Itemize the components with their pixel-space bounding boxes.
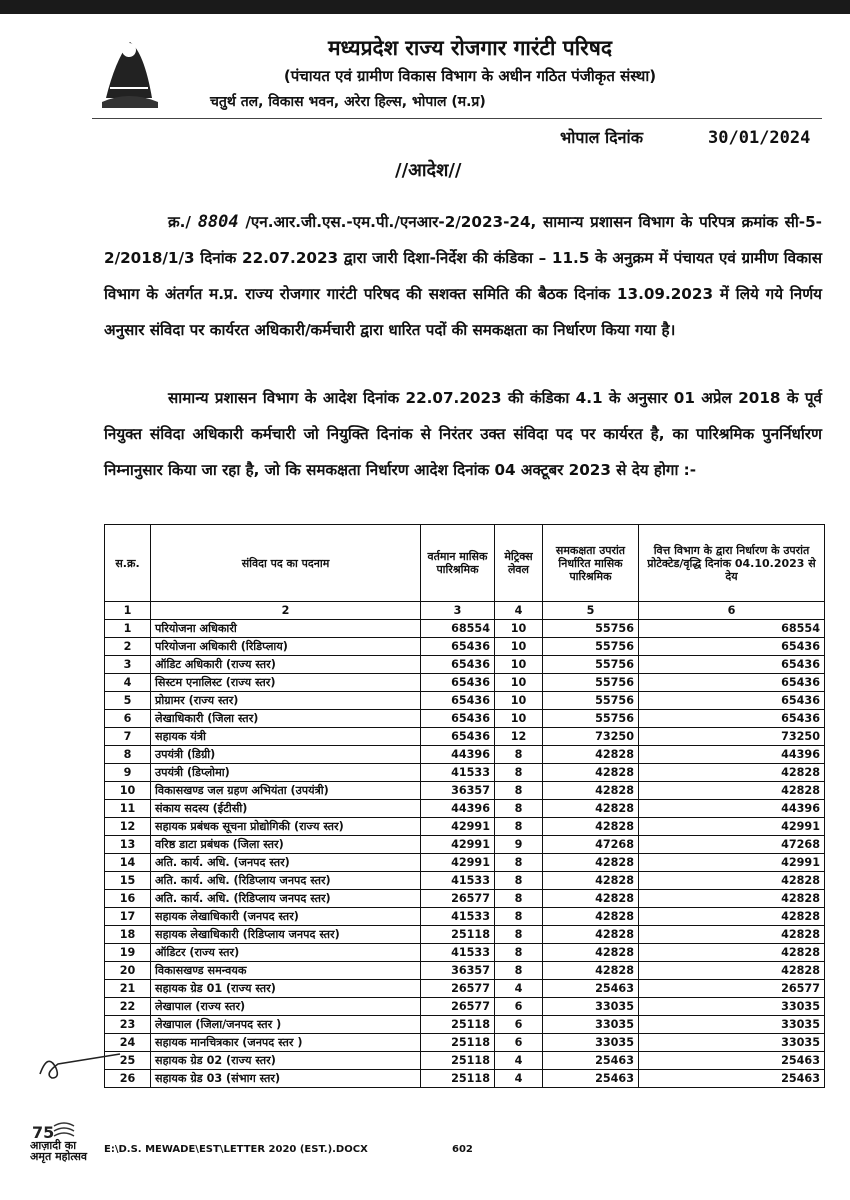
cell-level: 10 xyxy=(495,638,543,656)
column-number: 4 xyxy=(495,602,543,620)
cell-level: 8 xyxy=(495,800,543,818)
cell-current-pay: 41533 xyxy=(421,944,495,962)
cell-post: परियोजना अधिकारी (रिडिप्लाय) xyxy=(151,638,421,656)
cell-current-pay: 65436 xyxy=(421,674,495,692)
column-number: 3 xyxy=(421,602,495,620)
cell-post: उपयंत्री (डिप्लोमा) xyxy=(151,764,421,782)
cell-fixed-pay: 25463 xyxy=(543,1070,639,1088)
cell-current-pay: 26577 xyxy=(421,980,495,998)
paragraph-2-text: सामान्य प्रशासन विभाग के आदेश दिनांक 22.07.2023 की कंडिका 4.1 के अनुसार 01 अप्रेल 2018 के पूर्व नियुक्त संविदा अधिकारी कर्मचारी जो नियुक्ति दिनांक से निरंतर उक्त संविदा पद पर कार्यरत है, का पारिश्रमिक पुनर्निर्धारण निम्नानुसार किया जा रहा है, जो कि समकक्षता निर्धारण आदेश दिनांक 04 अक्टूबर 2023 से देय होगा :- xyxy=(104,389,822,479)
cell-serial: 23 xyxy=(105,1016,151,1034)
table-row xyxy=(105,710,825,728)
cell-serial: 25 xyxy=(105,1052,151,1070)
cell-current-pay: 68554 xyxy=(421,620,495,638)
table-row xyxy=(105,764,825,782)
cell-post: लेखाधिकारी (जिला स्तर) xyxy=(151,710,421,728)
table-row xyxy=(105,926,825,944)
cell-protected-pay: 44396 xyxy=(639,746,825,764)
cell-protected-pay: 26577 xyxy=(639,980,825,998)
cell-post: ऑडिटर (राज्य स्तर) xyxy=(151,944,421,962)
cell-current-pay: 25118 xyxy=(421,926,495,944)
cell-fixed-pay: 42828 xyxy=(543,854,639,872)
cell-current-pay: 25118 xyxy=(421,1052,495,1070)
date-value: 30/01/2024 xyxy=(708,128,811,148)
cell-level: 12 xyxy=(495,728,543,746)
cell-protected-pay: 42828 xyxy=(639,908,825,926)
table-row xyxy=(105,962,825,980)
cell-fixed-pay: 25463 xyxy=(543,980,639,998)
table-row xyxy=(105,638,825,656)
handwritten-signature-icon xyxy=(34,1044,124,1084)
column-number: 5 xyxy=(543,602,639,620)
table-row xyxy=(105,908,825,926)
table-row xyxy=(105,1034,825,1052)
header-current-pay: वर्तमान मासिक पारिश्रमिक xyxy=(421,525,495,602)
cell-protected-pay: 44396 xyxy=(639,800,825,818)
cell-current-pay: 36357 xyxy=(421,782,495,800)
cell-serial: 5 xyxy=(105,692,151,710)
order-title: //आदेश// xyxy=(395,160,462,181)
cell-level: 6 xyxy=(495,998,543,1016)
column-number-row xyxy=(105,602,825,620)
cell-level: 6 xyxy=(495,1034,543,1052)
cell-serial: 21 xyxy=(105,980,151,998)
table-header-row xyxy=(105,525,825,602)
cell-protected-pay: 25463 xyxy=(639,1052,825,1070)
azadi-line-2: अमृत महोत्सव xyxy=(30,1150,88,1163)
cell-serial: 2 xyxy=(105,638,151,656)
cell-level: 8 xyxy=(495,944,543,962)
cell-fixed-pay: 42828 xyxy=(543,962,639,980)
cell-current-pay: 44396 xyxy=(421,746,495,764)
cell-protected-pay: 65436 xyxy=(639,656,825,674)
cell-serial: 19 xyxy=(105,944,151,962)
cell-protected-pay: 42828 xyxy=(639,764,825,782)
cell-level: 8 xyxy=(495,764,543,782)
table-row xyxy=(105,728,825,746)
table-row xyxy=(105,1070,825,1088)
cell-protected-pay: 47268 xyxy=(639,836,825,854)
cell-protected-pay: 65436 xyxy=(639,638,825,656)
cell-fixed-pay: 42828 xyxy=(543,944,639,962)
header-serial: स.क्र. xyxy=(105,525,151,602)
cell-serial: 1 xyxy=(105,620,151,638)
cell-current-pay: 26577 xyxy=(421,998,495,1016)
cell-serial: 6 xyxy=(105,710,151,728)
cell-current-pay: 65436 xyxy=(421,692,495,710)
paragraph-1 xyxy=(104,204,822,348)
table-row xyxy=(105,890,825,908)
cell-fixed-pay: 55756 xyxy=(543,656,639,674)
cell-post: विकासखण्ड समन्वयक xyxy=(151,962,421,980)
paragraph-2 xyxy=(104,380,822,488)
order-number: 8804 xyxy=(197,212,239,232)
cell-post: ऑडिट अधिकारी (राज्य स्तर) xyxy=(151,656,421,674)
cell-fixed-pay: 33035 xyxy=(543,998,639,1016)
cell-current-pay: 25118 xyxy=(421,1016,495,1034)
header-divider xyxy=(92,118,822,119)
cell-protected-pay: 42828 xyxy=(639,926,825,944)
cell-fixed-pay: 42828 xyxy=(543,746,639,764)
table-row xyxy=(105,1016,825,1034)
header-matrix-level: मेट्रिक्स लेवल xyxy=(495,525,543,602)
cell-level: 10 xyxy=(495,692,543,710)
cell-level: 4 xyxy=(495,980,543,998)
cell-serial: 4 xyxy=(105,674,151,692)
cell-post: अति. कार्य. अधि. (रिडिप्लाय जनपद स्तर) xyxy=(151,890,421,908)
cell-serial: 26 xyxy=(105,1070,151,1088)
column-number: 1 xyxy=(105,602,151,620)
document-code: 602 xyxy=(452,1144,473,1155)
cell-protected-pay: 42828 xyxy=(639,872,825,890)
cell-level: 8 xyxy=(495,854,543,872)
azadi-caption xyxy=(30,1140,87,1162)
cell-current-pay: 42991 xyxy=(421,818,495,836)
cell-serial: 17 xyxy=(105,908,151,926)
order-number-prefix: क्र./ xyxy=(168,213,191,231)
cell-post: सहायक लेखाधिकारी (रिडिप्लाय जनपद स्तर) xyxy=(151,926,421,944)
cell-protected-pay: 68554 xyxy=(639,620,825,638)
cell-fixed-pay: 42828 xyxy=(543,818,639,836)
table-row xyxy=(105,998,825,1016)
cell-protected-pay: 33035 xyxy=(639,1016,825,1034)
cell-level: 10 xyxy=(495,674,543,692)
header-fixed-pay: समकक्षता उपरांत निर्धारित मासिक पारिश्रमिक xyxy=(543,525,639,602)
cell-post: लेखापाल (जिला/जनपद स्तर ) xyxy=(151,1016,421,1034)
cell-post: अति. कार्य. अधि. (रिडिप्लाय जनपद स्तर) xyxy=(151,872,421,890)
table-row xyxy=(105,620,825,638)
cell-current-pay: 42991 xyxy=(421,854,495,872)
cell-level: 10 xyxy=(495,620,543,638)
cell-post: सिस्टम एनालिस्ट (राज्य स्तर) xyxy=(151,674,421,692)
cell-current-pay: 41533 xyxy=(421,764,495,782)
cell-protected-pay: 33035 xyxy=(639,998,825,1016)
cell-fixed-pay: 42828 xyxy=(543,926,639,944)
cell-post: उपयंत्री (डिग्री) xyxy=(151,746,421,764)
cell-protected-pay: 42991 xyxy=(639,854,825,872)
cell-post: अति. कार्य. अधि. (जनपद स्तर) xyxy=(151,854,421,872)
cell-post: सहायक मानचित्रकार (जनपद स्तर ) xyxy=(151,1034,421,1052)
azadi-line-1: आज़ादी का xyxy=(30,1139,77,1152)
table-row xyxy=(105,692,825,710)
cell-protected-pay: 42828 xyxy=(639,944,825,962)
cell-fixed-pay: 25463 xyxy=(543,1052,639,1070)
table-row xyxy=(105,944,825,962)
table-row xyxy=(105,782,825,800)
table-row xyxy=(105,872,825,890)
cell-fixed-pay: 47268 xyxy=(543,836,639,854)
cell-fixed-pay: 33035 xyxy=(543,1034,639,1052)
header-post: संविदा पद का पदनाम xyxy=(151,525,421,602)
cell-level: 8 xyxy=(495,818,543,836)
cell-level: 4 xyxy=(495,1052,543,1070)
cell-fixed-pay: 42828 xyxy=(543,908,639,926)
cell-serial: 20 xyxy=(105,962,151,980)
table-row xyxy=(105,818,825,836)
cell-protected-pay: 42828 xyxy=(639,782,825,800)
table-row xyxy=(105,674,825,692)
cell-current-pay: 25118 xyxy=(421,1070,495,1088)
cell-current-pay: 65436 xyxy=(421,710,495,728)
cell-protected-pay: 25463 xyxy=(639,1070,825,1088)
file-path: E:\D.S. MEWADE\EST\LETTER 2020 (EST.).DOCX xyxy=(104,1144,368,1155)
cell-serial: 14 xyxy=(105,854,151,872)
cell-fixed-pay: 73250 xyxy=(543,728,639,746)
cell-post: सहायक प्रबंधक सूचना प्रोद्योगिकी (राज्य स्तर) xyxy=(151,818,421,836)
cell-serial: 13 xyxy=(105,836,151,854)
cell-current-pay: 44396 xyxy=(421,800,495,818)
cell-fixed-pay: 55756 xyxy=(543,638,639,656)
org-subtitle: (पंचायत एवं ग्रामीण विकास विभाग के अधीन गठित पंजीकृत संस्था) xyxy=(283,67,657,85)
cell-serial: 10 xyxy=(105,782,151,800)
cell-serial: 8 xyxy=(105,746,151,764)
org-name: मध्यप्रदेश राज्य रोजगार गारंटी परिषद xyxy=(327,36,613,60)
cell-level: 8 xyxy=(495,926,543,944)
cell-post: सहायक ग्रेड 01 (राज्य स्तर) xyxy=(151,980,421,998)
cell-fixed-pay: 42828 xyxy=(543,890,639,908)
cell-protected-pay: 65436 xyxy=(639,692,825,710)
cell-protected-pay: 65436 xyxy=(639,674,825,692)
top-dark-strip xyxy=(0,0,850,14)
cell-current-pay: 41533 xyxy=(421,872,495,890)
cell-post: सहायक ग्रेड 02 (राज्य स्तर) xyxy=(151,1052,421,1070)
cell-current-pay: 25118 xyxy=(421,1034,495,1052)
cell-level: 10 xyxy=(495,656,543,674)
cell-current-pay: 36357 xyxy=(421,962,495,980)
table-row xyxy=(105,980,825,998)
org-logo-icon xyxy=(96,28,162,110)
table-row xyxy=(105,800,825,818)
cell-protected-pay: 73250 xyxy=(639,728,825,746)
cell-protected-pay: 33035 xyxy=(639,1034,825,1052)
cell-post: संकाय सदस्य (ईटीसी) xyxy=(151,800,421,818)
cell-fixed-pay: 55756 xyxy=(543,674,639,692)
cell-serial: 22 xyxy=(105,998,151,1016)
cell-fixed-pay: 55756 xyxy=(543,710,639,728)
cell-fixed-pay: 42828 xyxy=(543,782,639,800)
cell-serial: 24 xyxy=(105,1034,151,1052)
cell-post: सहायक ग्रेड 03 (संभाग स्तर) xyxy=(151,1070,421,1088)
cell-level: 4 xyxy=(495,1070,543,1088)
cell-level: 8 xyxy=(495,962,543,980)
cell-post: सहायक लेखाधिकारी (जनपद स्तर) xyxy=(151,908,421,926)
svg-text:75: 75 xyxy=(32,1123,55,1142)
cell-current-pay: 26577 xyxy=(421,890,495,908)
cell-fixed-pay: 55756 xyxy=(543,692,639,710)
cell-serial: 11 xyxy=(105,800,151,818)
cell-protected-pay: 42828 xyxy=(639,962,825,980)
header-protected-pay: वित्त विभाग के द्वारा निर्धारण के उपरांत प्रोटेक्टेड/वृद्धि दिनांक 04.10.2023 से देय xyxy=(639,525,825,602)
cell-fixed-pay: 42828 xyxy=(543,764,639,782)
cell-serial: 15 xyxy=(105,872,151,890)
cell-level: 9 xyxy=(495,836,543,854)
cell-serial: 12 xyxy=(105,818,151,836)
cell-current-pay: 65436 xyxy=(421,638,495,656)
cell-serial: 7 xyxy=(105,728,151,746)
paragraph-1-text: /एन.आर.जी.एस.-एम.पी./एनआर-2/2023-24, सामान्य प्रशासन विभाग के परिपत्र क्रमांक सी-5-2/2018/1/3 दिनांक 22.07.2023 द्वारा जारी दिशा-निर्देश की कंडिका – 11.5 के अनुक्रम में पंचायत एवं ग्रामीण विकास विभाग के अंतर्गत म.प्र. राज्य रोजगार गारंटी परिषद की सशक्त समिति की बैठक दिनांक 13.09.2023 में लिये गये निर्णय अनुसार संविदा पर कार्यरत अधिकारी/कर्मचारी द्वारा धारित पदों की समकक्षता का निर्धारण किया गया है। xyxy=(104,213,822,339)
cell-post: सहायक यंत्री xyxy=(151,728,421,746)
column-number: 6 xyxy=(639,602,825,620)
pay-table xyxy=(104,524,825,1088)
cell-post: लेखापाल (राज्य स्तर) xyxy=(151,998,421,1016)
column-number: 2 xyxy=(151,602,421,620)
date-label: भोपाल दिनांक xyxy=(560,128,643,147)
cell-serial: 9 xyxy=(105,764,151,782)
cell-protected-pay: 65436 xyxy=(639,710,825,728)
table-row xyxy=(105,656,825,674)
cell-post: विकासखण्ड जल ग्रहण अभियंता (उपयंत्री) xyxy=(151,782,421,800)
cell-post: परियोजना अधिकारी xyxy=(151,620,421,638)
cell-serial: 16 xyxy=(105,890,151,908)
cell-fixed-pay: 42828 xyxy=(543,800,639,818)
cell-current-pay: 42991 xyxy=(421,836,495,854)
cell-protected-pay: 42828 xyxy=(639,890,825,908)
cell-fixed-pay: 42828 xyxy=(543,872,639,890)
cell-level: 8 xyxy=(495,890,543,908)
table-row xyxy=(105,836,825,854)
cell-current-pay: 65436 xyxy=(421,656,495,674)
cell-level: 8 xyxy=(495,872,543,890)
cell-fixed-pay: 33035 xyxy=(543,1016,639,1034)
table-row xyxy=(105,1052,825,1070)
cell-level: 8 xyxy=(495,746,543,764)
org-address: चतुर्थ तल, विकास भवन, अरेरा हिल्स, भोपाल (म.प्र) xyxy=(210,94,486,110)
cell-current-pay: 41533 xyxy=(421,908,495,926)
cell-level: 8 xyxy=(495,782,543,800)
cell-fixed-pay: 55756 xyxy=(543,620,639,638)
cell-serial: 3 xyxy=(105,656,151,674)
cell-post: प्रोग्रामर (राज्य स्तर) xyxy=(151,692,421,710)
cell-level: 8 xyxy=(495,908,543,926)
cell-protected-pay: 42991 xyxy=(639,818,825,836)
cell-level: 10 xyxy=(495,710,543,728)
table-row xyxy=(105,746,825,764)
cell-level: 6 xyxy=(495,1016,543,1034)
cell-current-pay: 65436 xyxy=(421,728,495,746)
table-row xyxy=(105,854,825,872)
cell-post: वरिष्ठ डाटा प्रबंधक (जिला स्तर) xyxy=(151,836,421,854)
cell-serial: 18 xyxy=(105,926,151,944)
